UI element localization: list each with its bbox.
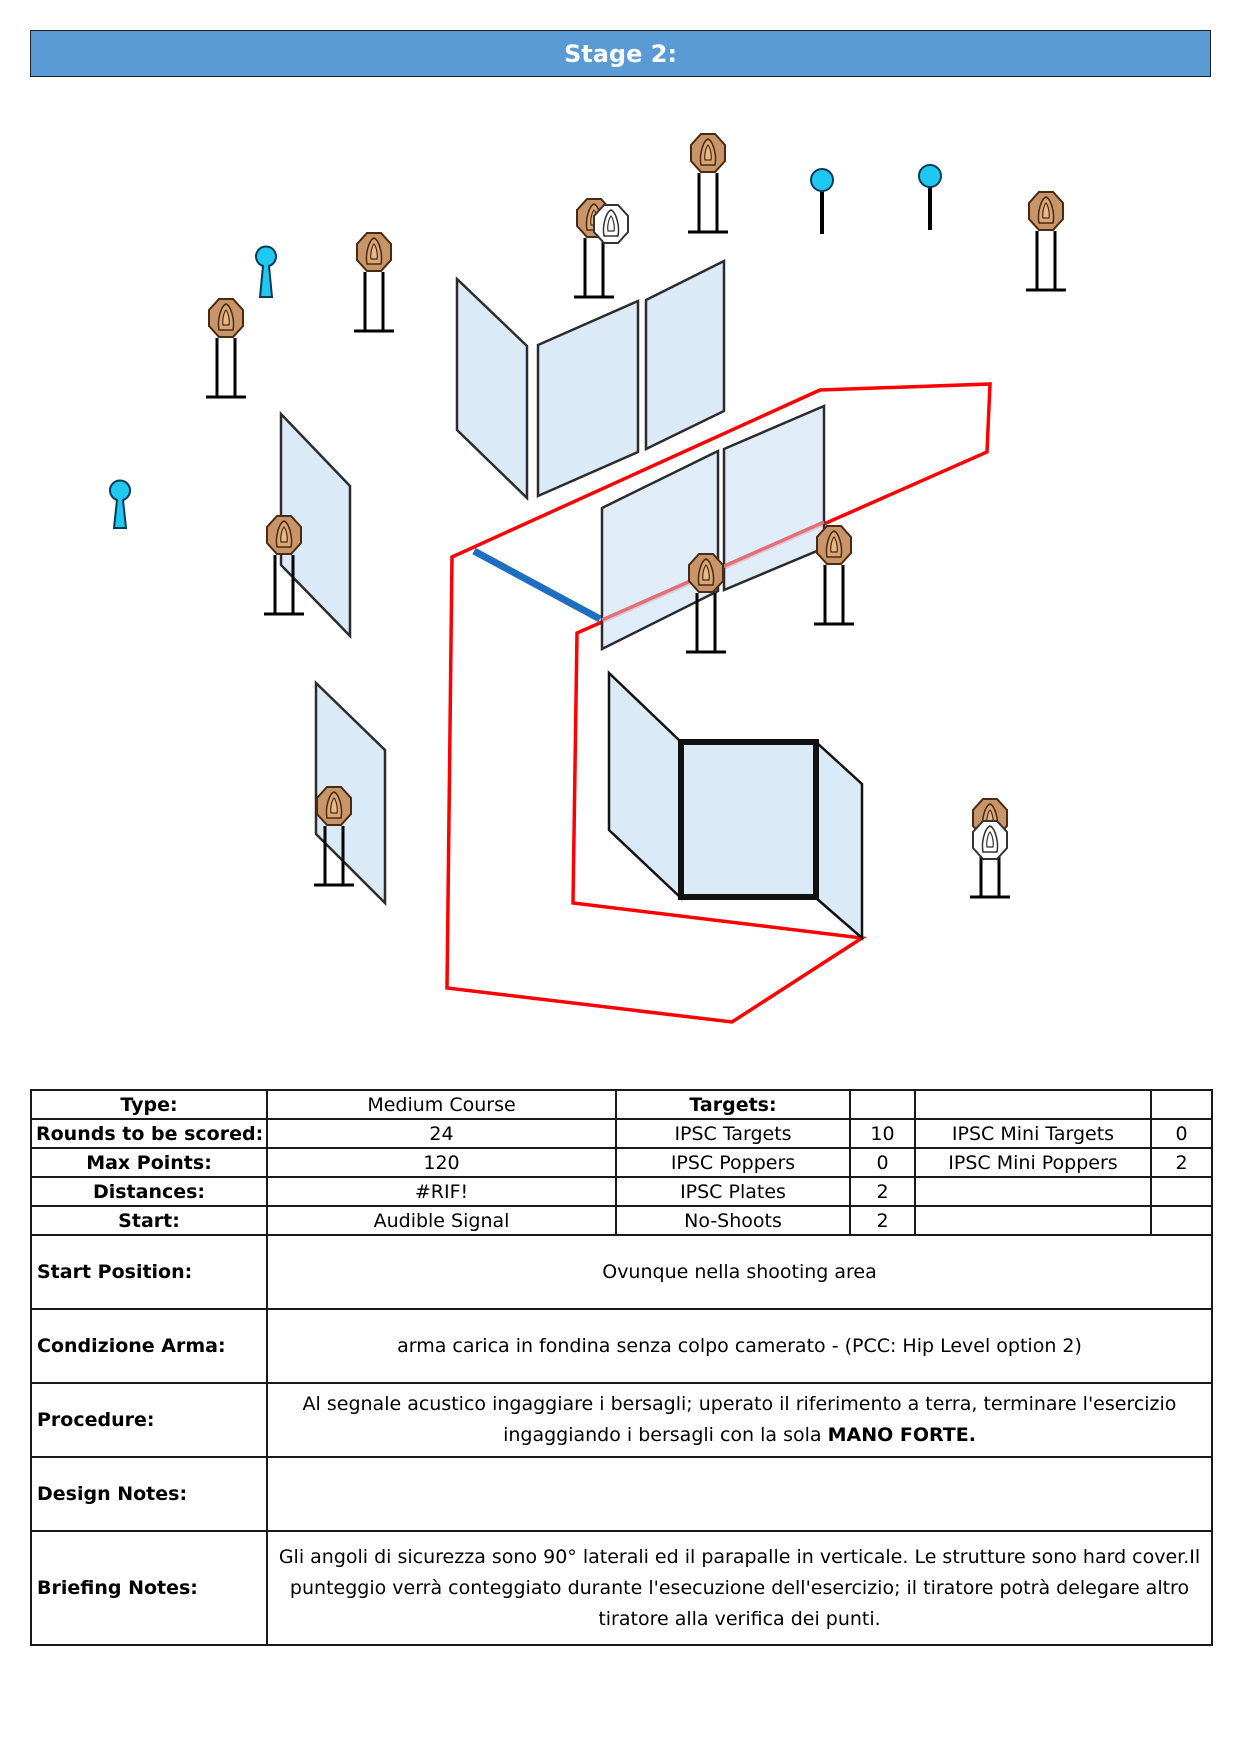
- empty-cell: [850, 1090, 915, 1119]
- wall-panel: [724, 406, 824, 590]
- ipsc-target: [1026, 192, 1066, 290]
- stage-title: Stage 2:: [30, 30, 1211, 77]
- start-position-value: Ovunque nella shooting area: [267, 1235, 1212, 1309]
- type-value: Medium Course: [267, 1090, 616, 1119]
- no-shoot-target: [594, 205, 628, 243]
- max-points-label: Max Points:: [31, 1148, 267, 1177]
- stage-info-table: [30, 1089, 1213, 1646]
- distances-label: Distances:: [31, 1177, 267, 1206]
- empty-cell: [915, 1177, 1151, 1206]
- wall-panel: [646, 261, 724, 449]
- wall-panel: [538, 301, 638, 496]
- ipsc-target: [688, 134, 728, 232]
- condition-value: arma carica in fondina senza colpo camerato - (PCC: Hip Level option 2): [267, 1309, 1212, 1383]
- wall-panel: [609, 673, 681, 898]
- target-type-count: 0: [850, 1148, 915, 1177]
- no-shoot-target: [973, 821, 1007, 859]
- design-notes-value: [267, 1457, 1212, 1531]
- max-points-value: 120: [267, 1148, 616, 1177]
- empty-cell: [915, 1090, 1151, 1119]
- condition-label: Condizione Arma:: [31, 1309, 267, 1383]
- distances-value: #RIF!: [267, 1177, 616, 1206]
- target-type-count: 10: [850, 1119, 915, 1148]
- briefing-notes-label: Briefing Notes:: [31, 1531, 267, 1645]
- steel-plate: [811, 169, 833, 234]
- procedure-text-bold: MANO FORTE.: [827, 1424, 976, 1446]
- mini-target-type-count: 2: [1151, 1148, 1212, 1177]
- ipsc-target: [206, 299, 246, 397]
- rounds-value: 24: [267, 1119, 616, 1148]
- mini-target-type-count: 0: [1151, 1119, 1212, 1148]
- target-type-name: IPSC Targets: [616, 1119, 850, 1148]
- empty-cell: [1151, 1090, 1212, 1119]
- design-notes-label: Design Notes:: [31, 1457, 267, 1531]
- target-type-count: 2: [850, 1177, 915, 1206]
- mini-popper: [110, 480, 130, 528]
- targets-label: Targets:: [616, 1090, 850, 1119]
- procedure-label: Procedure:: [31, 1383, 267, 1457]
- mini-target-type-name: IPSC Mini Targets: [915, 1119, 1151, 1148]
- type-label: Type:: [31, 1090, 267, 1119]
- ipsc-target: [354, 233, 394, 331]
- rounds-label: Rounds to be scored:: [31, 1119, 267, 1148]
- empty-cell: [915, 1206, 1151, 1235]
- briefing-notes-value: Gli angoli di sicurezza sono 90° laterali ed il parapalle in verticale. Le strutture sono hard cover.Il punteggio verrà conteggiato durante l'esecuzione dell'esercizio; il tiratore potrà delegare altro tiratore alla verifica dei punti.: [267, 1531, 1212, 1645]
- wall-panel-front: [681, 742, 816, 897]
- wall-panel: [816, 742, 862, 938]
- start-line: [474, 551, 600, 619]
- wall-panel: [457, 279, 527, 498]
- start-position-label: Start Position:: [31, 1235, 267, 1309]
- target-type-name: IPSC Poppers: [616, 1148, 850, 1177]
- mini-target-type-name: IPSC Mini Poppers: [915, 1148, 1151, 1177]
- procedure-text: Al segnale acustico ingaggiare i bersagli; uperato il riferimento a terra, terminare l'esercizio ingaggiando i bersagli con la sola: [302, 1393, 1177, 1446]
- target-type-count: 2: [850, 1206, 915, 1235]
- empty-cell: [1151, 1177, 1212, 1206]
- start-value: Audible Signal: [267, 1206, 616, 1235]
- target-type-name: No-Shoots: [616, 1206, 850, 1235]
- empty-cell: [1151, 1206, 1212, 1235]
- start-label: Start:: [31, 1206, 267, 1235]
- steel-plate: [919, 165, 941, 230]
- procedure-value: [267, 1383, 1212, 1457]
- target-type-name: IPSC Plates: [616, 1177, 850, 1206]
- ipsc-target: [814, 526, 854, 624]
- mini-popper: [256, 246, 276, 297]
